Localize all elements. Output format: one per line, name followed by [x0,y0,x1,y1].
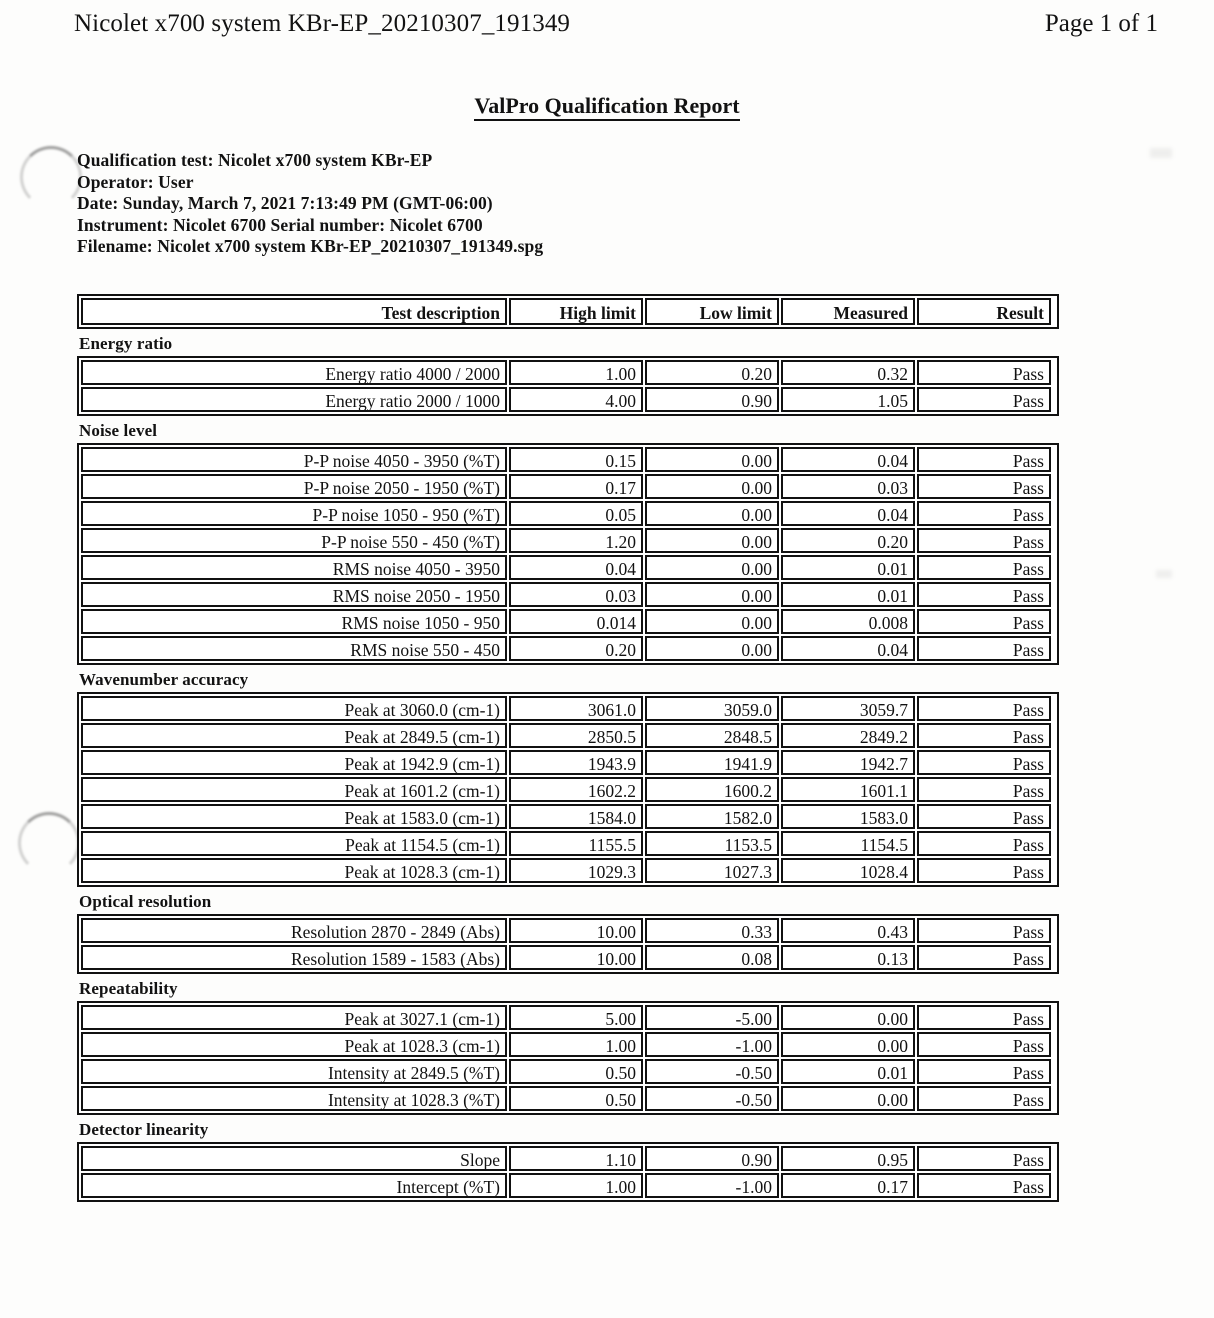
cell-test-description: P-P noise 1050 - 950 (%T) [81,501,507,526]
cell-low-limit: 0.90 [645,1146,779,1171]
cell-result: Pass [917,1086,1051,1111]
cell-measured: 0.00 [781,1005,915,1030]
table-row [81,555,1055,580]
cell-low-limit: -1.00 [645,1032,779,1057]
cell-result: Pass [917,609,1051,634]
cell-result: Pass [917,582,1051,607]
column-header-result: Result [917,298,1051,325]
cell-high-limit: 4.00 [509,387,643,412]
cell-measured: 0.95 [781,1146,915,1171]
table-row [81,1086,1055,1111]
table-row [81,1005,1055,1030]
table-row [81,831,1055,856]
section-label-energy-ratio: Energy ratio [79,334,173,353]
cell-measured: 0.01 [781,582,915,607]
cell-high-limit: 1584.0 [509,804,643,829]
cell-high-limit: 0.50 [509,1086,643,1111]
cell-result: Pass [917,750,1051,775]
cell-result: Pass [917,636,1051,661]
cell-test-description: Peak at 1583.0 (cm-1) [81,804,507,829]
cell-measured: 0.43 [781,918,915,943]
cell-high-limit: 1.10 [509,1146,643,1171]
cell-result: Pass [917,1005,1051,1030]
cell-result: Pass [917,831,1051,856]
cell-test-description: Resolution 2870 - 2849 (Abs) [81,918,507,943]
cell-result: Pass [917,858,1051,883]
cell-low-limit: -1.00 [645,1173,779,1198]
table-row [81,723,1055,748]
cell-measured: 1.05 [781,387,915,412]
cell-measured: 1583.0 [781,804,915,829]
cell-low-limit: 0.00 [645,609,779,634]
cell-low-limit: -5.00 [645,1005,779,1030]
cell-low-limit: 0.20 [645,360,779,385]
table-row [81,609,1055,634]
cell-measured: 1154.5 [781,831,915,856]
cell-low-limit: 2848.5 [645,723,779,748]
cell-measured: 0.04 [781,447,915,472]
scan-artifact-smudge-mid [1156,570,1172,578]
cell-result: Pass [917,696,1051,721]
table-row [81,858,1055,883]
cell-measured: 2849.2 [781,723,915,748]
cell-result: Pass [917,474,1051,499]
cell-test-description: P-P noise 550 - 450 (%T) [81,528,507,553]
cell-high-limit: 0.20 [509,636,643,661]
section-block [77,1001,1059,1115]
cell-test-description: Peak at 2849.5 (cm-1) [81,723,507,748]
section-block [77,1142,1059,1202]
cell-measured: 0.008 [781,609,915,634]
cell-low-limit: 3059.0 [645,696,779,721]
cell-result: Pass [917,1146,1051,1171]
cell-result: Pass [917,1032,1051,1057]
table-header-block [77,294,1059,329]
cell-result: Pass [917,918,1051,943]
cell-test-description: Intensity at 2849.5 (%T) [81,1059,507,1084]
cell-test-description: RMS noise 1050 - 950 [81,609,507,634]
cell-high-limit: 2850.5 [509,723,643,748]
cell-high-limit: 0.014 [509,609,643,634]
cell-low-limit: 0.00 [645,501,779,526]
cell-high-limit: 1029.3 [509,858,643,883]
table-row [81,1173,1055,1198]
cell-measured: 0.01 [781,555,915,580]
table-row [81,1059,1055,1084]
cell-test-description: Peak at 3027.1 (cm-1) [81,1005,507,1030]
cell-result: Pass [917,360,1051,385]
cell-test-description: Slope [81,1146,507,1171]
cell-high-limit: 10.00 [509,945,643,970]
cell-low-limit: 1600.2 [645,777,779,802]
table-row [81,501,1055,526]
cell-low-limit: 1941.9 [645,750,779,775]
cell-high-limit: 0.17 [509,474,643,499]
cell-low-limit: 0.90 [645,387,779,412]
cell-measured: 0.00 [781,1086,915,1111]
cell-low-limit: -0.50 [645,1059,779,1084]
cell-high-limit: 1943.9 [509,750,643,775]
table-row [81,804,1055,829]
cell-measured: 0.04 [781,501,915,526]
section-label-wavenumber-accuracy: Wavenumber accuracy [79,670,249,689]
cell-high-limit: 1.20 [509,528,643,553]
cell-result: Pass [917,945,1051,970]
scan-artifact-hole-punch-top [20,146,82,208]
document-title: Nicolet x700 system KBr-EP_20210307_191349 [74,10,571,37]
report-title-text: ValPro Qualification Report [474,93,739,121]
cell-low-limit: -0.50 [645,1086,779,1111]
page-number: Page 1 of 1 [1044,10,1158,37]
cell-low-limit: 1027.3 [645,858,779,883]
cell-test-description: Energy ratio 4000 / 2000 [81,360,507,385]
cell-high-limit: 1.00 [509,360,643,385]
cell-low-limit: 0.00 [645,528,779,553]
meta-operator: Operator: User [77,171,194,192]
table-row [81,528,1055,553]
table-row [81,474,1055,499]
cell-high-limit: 0.50 [509,1059,643,1084]
cell-test-description: Peak at 3060.0 (cm-1) [81,696,507,721]
cell-measured: 0.13 [781,945,915,970]
meta-instrument: Instrument: Nicolet 6700 Serial number: Nicolet 6700 [77,214,483,235]
cell-high-limit: 5.00 [509,1005,643,1030]
cell-high-limit: 0.04 [509,555,643,580]
cell-result: Pass [917,555,1051,580]
table-row [81,1146,1055,1171]
qualification-results-table [77,294,1059,1202]
cell-measured: 0.01 [781,1059,915,1084]
scan-artifact-hole-punch-bottom [18,812,80,874]
table-row [81,636,1055,661]
table-row [81,945,1055,970]
table-row [81,696,1055,721]
cell-test-description: Peak at 1942.9 (cm-1) [81,750,507,775]
cell-measured: 1942.7 [781,750,915,775]
section-label-noise-level: Noise level [79,421,158,440]
cell-result: Pass [917,1173,1051,1198]
section-label-repeatability: Repeatability [79,979,178,998]
cell-result: Pass [917,501,1051,526]
cell-test-description: Peak at 1154.5 (cm-1) [81,831,507,856]
column-header-high-limit: High limit [509,298,643,325]
cell-high-limit: 1602.2 [509,777,643,802]
cell-measured: 0.03 [781,474,915,499]
meta-date: Date: Sunday, March 7, 2021 7:13:49 PM (GMT-06:00) [77,193,493,213]
table-row [81,360,1055,385]
column-header-measured: Measured [781,298,915,325]
section-block [77,692,1059,887]
section-block [77,443,1059,665]
section-label-optical-resolution: Optical resolution [79,892,212,911]
cell-result: Pass [917,447,1051,472]
cell-measured: 0.32 [781,360,915,385]
cell-result: Pass [917,777,1051,802]
section-label-detector-linearity: Detector linearity [79,1120,209,1139]
cell-test-description: Peak at 1028.3 (cm-1) [81,858,507,883]
report-title [0,93,1214,119]
cell-low-limit: 1153.5 [645,831,779,856]
report-metadata [77,150,543,258]
cell-test-description: Resolution 1589 - 1583 (Abs) [81,945,507,970]
scan-artifact-smudge-right [1150,148,1172,158]
cell-test-description: RMS noise 550 - 450 [81,636,507,661]
table-row [81,918,1055,943]
cell-result: Pass [917,1059,1051,1084]
cell-test-description: RMS noise 4050 - 3950 [81,555,507,580]
column-header-low-limit: Low limit [645,298,779,325]
cell-high-limit: 3061.0 [509,696,643,721]
cell-test-description: Intercept (%T) [81,1173,507,1198]
cell-low-limit: 0.00 [645,555,779,580]
cell-test-description: Energy ratio 2000 / 1000 [81,387,507,412]
table-row [81,447,1055,472]
section-block [77,356,1059,416]
cell-result: Pass [917,528,1051,553]
cell-measured: 0.04 [781,636,915,661]
table-row [81,777,1055,802]
cell-measured: 1028.4 [781,858,915,883]
cell-low-limit: 0.00 [645,474,779,499]
cell-high-limit: 0.15 [509,447,643,472]
cell-measured: 0.00 [781,1032,915,1057]
cell-test-description: Intensity at 1028.3 (%T) [81,1086,507,1111]
cell-low-limit: 0.00 [645,447,779,472]
cell-low-limit: 0.08 [645,945,779,970]
cell-test-description: Peak at 1028.3 (cm-1) [81,1032,507,1057]
section-block [77,914,1059,974]
cell-low-limit: 0.00 [645,582,779,607]
table-row [81,750,1055,775]
cell-high-limit: 1155.5 [509,831,643,856]
cell-high-limit: 10.00 [509,918,643,943]
cell-result: Pass [917,387,1051,412]
cell-result: Pass [917,723,1051,748]
meta-qualification-test: Qualification test: Nicolet x700 system KBr-EP [77,150,433,170]
cell-test-description: P-P noise 2050 - 1950 (%T) [81,474,507,499]
table-row [81,387,1055,412]
cell-test-description: P-P noise 4050 - 3950 (%T) [81,447,507,472]
cell-high-limit: 0.03 [509,582,643,607]
cell-result: Pass [917,804,1051,829]
cell-low-limit: 0.33 [645,918,779,943]
cell-test-description: Peak at 1601.2 (cm-1) [81,777,507,802]
cell-low-limit: 1582.0 [645,804,779,829]
cell-high-limit: 1.00 [509,1032,643,1057]
page-header [0,10,1214,44]
cell-high-limit: 1.00 [509,1173,643,1198]
cell-measured: 0.17 [781,1173,915,1198]
cell-test-description: RMS noise 2050 - 1950 [81,582,507,607]
cell-high-limit: 0.05 [509,501,643,526]
cell-measured: 1601.1 [781,777,915,802]
cell-measured: 3059.7 [781,696,915,721]
table-row [81,1032,1055,1057]
cell-low-limit: 0.00 [645,636,779,661]
table-header-row [81,298,1055,325]
column-header-test-description: Test description [81,298,507,325]
meta-filename: Filename: Nicolet x700 system KBr-EP_20210307_191349.spg [77,236,544,256]
table-row [81,582,1055,607]
cell-measured: 0.20 [781,528,915,553]
